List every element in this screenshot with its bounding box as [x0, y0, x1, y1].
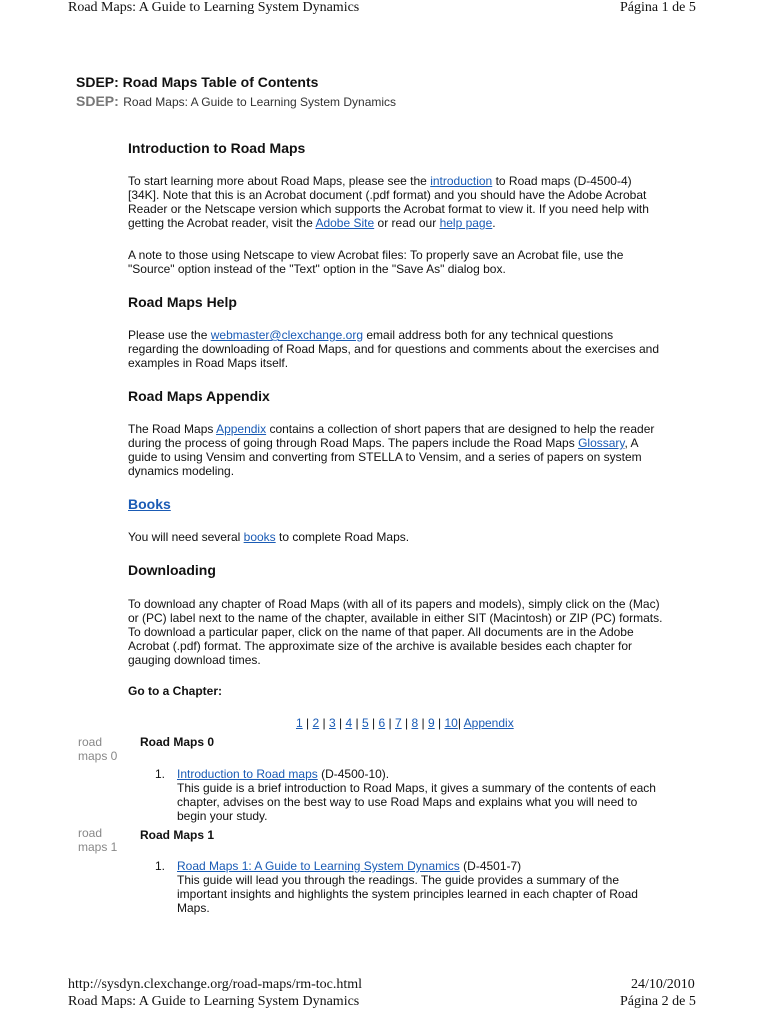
chapter-link-appendix[interactable]: Appendix — [463, 716, 514, 730]
chapter-link-4[interactable]: 4 — [345, 716, 353, 730]
intro-heading: Introduction to Road Maps — [128, 140, 306, 156]
next-page-header-title: Road Maps: A Guide to Learning System Dynamics — [68, 994, 360, 1009]
chapter-side-label — [78, 826, 117, 854]
intro-paragraph-2 — [128, 248, 708, 276]
chapter-item — [177, 859, 697, 915]
chapter-item-desc: This guide is a brief introduction to Road Maps, it gives a summary of the contents of each — [177, 781, 656, 795]
nav-separator: | — [438, 716, 442, 730]
chapter-side-label — [78, 735, 117, 763]
nav-separator: | — [388, 716, 392, 730]
help-line: regarding the downloading of Road Maps, and for questions and comments about the exercises and — [128, 342, 659, 356]
chapter-item-desc: chapter, advises on the best way to use Road Maps and explains what you will need to — [177, 795, 638, 809]
footer-url: http://sysdyn.clexchange.org/road-maps/rm-toc.html — [68, 977, 363, 992]
downloading-line: Acrobat (.pdf) format. The approximate size of the archive is available besides each chapter for — [128, 639, 633, 653]
nav-separator: | — [339, 716, 343, 730]
intro-line: A note to those using Netscape to view Acrobat files: To properly save an Acrobat file, use the — [128, 248, 624, 262]
nav-separator: | — [421, 716, 425, 730]
chapter-link-9[interactable]: 9 — [428, 716, 435, 730]
help-text: email address both for any technical questions — [366, 328, 614, 342]
appendix-text: The Road Maps — [128, 422, 214, 436]
next-page-header-number: Página 2 de 5 — [620, 994, 696, 1009]
intro-text: . — [492, 216, 496, 230]
chapter-item — [177, 767, 697, 823]
downloading-line: gauging download times. — [128, 653, 261, 667]
chapter-link-5[interactable]: 5 — [362, 716, 369, 730]
chapter-paper-link[interactable]: Introduction to Road maps — [177, 767, 318, 781]
go-to-chapter-label: Go to a Chapter: — [128, 684, 223, 698]
help-line: examples in Road Maps itself. — [128, 356, 289, 370]
nav-separator: | — [355, 716, 359, 730]
chapter-link-10[interactable]: 10 — [444, 716, 458, 730]
books-paragraph — [128, 530, 708, 544]
paper-code: (D-4501-7) — [463, 859, 522, 873]
intro-text: getting the Acrobat reader, visit the — [128, 216, 313, 230]
intro-text: to Road maps (D-4500-4) — [495, 174, 632, 188]
glossary-link[interactable]: Glossary — [578, 436, 625, 450]
side-label-line: maps 1 — [78, 840, 118, 854]
appendix-line — [128, 422, 708, 436]
intro-line — [128, 216, 708, 230]
list-number: 1. — [155, 859, 166, 873]
page-header-number: Página 1 de 5 — [620, 0, 696, 15]
adobe-site-link[interactable]: Adobe Site — [315, 216, 375, 230]
appendix-heading: Road Maps Appendix — [128, 388, 270, 404]
side-label-line: road — [78, 735, 103, 749]
toc-title: SDEP: Road Maps Table of Contents — [76, 74, 319, 90]
downloading-line: or (PC) label next to the name of the chapter, available in either SIT (Macintosh) or ZIP (PC) formats. — [128, 611, 663, 625]
appendix-link[interactable]: Appendix — [216, 422, 267, 436]
nav-separator: | — [457, 716, 461, 730]
introduction-link[interactable]: introduction — [430, 174, 493, 188]
books-link[interactable]: books — [243, 530, 276, 544]
doc-subtitle-text: Road Maps: A Guide to Learning System Dynamics — [123, 95, 397, 109]
chapter-title: Road Maps 0 — [140, 735, 215, 749]
downloading-paragraph — [128, 597, 708, 667]
nav-separator: | — [405, 716, 409, 730]
intro-text: To start learning more about Road Maps, please see the — [128, 174, 427, 188]
chapter-link-3[interactable]: 3 — [329, 716, 336, 730]
appendix-text: contains a collection of short papers that are designed to help the reader — [269, 422, 655, 436]
appendix-text: during the process of going through Road Maps. The papers include the Road Maps — [128, 436, 575, 450]
appendix-line: dynamics modeling. — [128, 464, 235, 478]
help-paragraph — [128, 328, 708, 370]
help-page-link[interactable]: help page — [439, 216, 493, 230]
downloading-line: To download a particular paper, click on the name of that paper. All documents are in the Adobe — [128, 625, 634, 639]
chapter-link-2[interactable]: 2 — [312, 716, 320, 730]
help-heading: Road Maps Help — [128, 294, 237, 310]
intro-line — [128, 174, 708, 188]
side-label-line: maps 0 — [78, 749, 118, 763]
intro-line: "Source" option instead of the "Text" option in the "Save As" dialog box. — [128, 262, 506, 276]
chapter-item-desc: Maps. — [177, 901, 210, 915]
doc-subtitle-prefix: SDEP: — [76, 93, 119, 109]
chapter-link-8[interactable]: 8 — [411, 716, 419, 730]
webmaster-email-link[interactable]: webmaster@clexchange.org — [210, 328, 363, 342]
chapter-link-6[interactable]: 6 — [378, 716, 386, 730]
help-text: Please use the — [128, 328, 208, 342]
downloading-line: To download any chapter of Road Maps (with all of its papers and models), simply click on the (Mac) — [128, 597, 660, 611]
page-header-title: Road Maps: A Guide to Learning System Dynamics — [68, 0, 360, 15]
books-text: to complete Road Maps. — [279, 530, 410, 544]
chapter-item-desc: important insights and highlights the system principles learned in each chapter of Road — [177, 887, 638, 901]
books-heading-link[interactable]: Books — [128, 496, 171, 512]
intro-paragraph-1 — [128, 174, 708, 230]
appendix-line — [128, 436, 708, 450]
footer-date: 24/10/2010 — [631, 977, 695, 992]
chapter-paper-link[interactable]: Road Maps 1: A Guide to Learning System Dynamics — [177, 859, 460, 873]
intro-text: or read our — [377, 216, 437, 230]
appendix-line: guide to using Vensim and converting from STELLA to Vensim, and a series of papers on system — [128, 450, 642, 464]
downloading-heading: Downloading — [128, 562, 216, 578]
chapter-title: Road Maps 1 — [140, 828, 215, 842]
chapter-item-desc: begin your study. — [177, 809, 268, 823]
chapter-link-7[interactable]: 7 — [395, 716, 402, 730]
appendix-text: , A — [624, 436, 639, 450]
chapter-item-desc: This guide will lead you through the readings. The guide provides a summary of the — [177, 873, 620, 887]
intro-line: Reader or the Netscape version which supports the Acrobat format to view it. If you need help with — [128, 202, 649, 216]
side-label-line: road — [78, 826, 103, 840]
paper-code: (D-4500-10). — [321, 767, 390, 781]
doc-subtitle — [76, 93, 396, 111]
chapter-item-line — [177, 767, 697, 781]
books-text: You will need several — [128, 530, 241, 544]
chapter-nav — [296, 716, 514, 730]
appendix-paragraph — [128, 422, 708, 478]
nav-separator: | — [306, 716, 310, 730]
help-line — [128, 328, 708, 342]
nav-separator: | — [372, 716, 376, 730]
chapter-link-1[interactable]: 1 — [296, 716, 303, 730]
nav-separator: | — [322, 716, 326, 730]
list-number: 1. — [155, 767, 166, 781]
chapter-item-line — [177, 859, 697, 873]
intro-line: [34K]. Note that this is an Acrobat document (.pdf format) and you should have the Adobe Acrobat — [128, 188, 647, 202]
